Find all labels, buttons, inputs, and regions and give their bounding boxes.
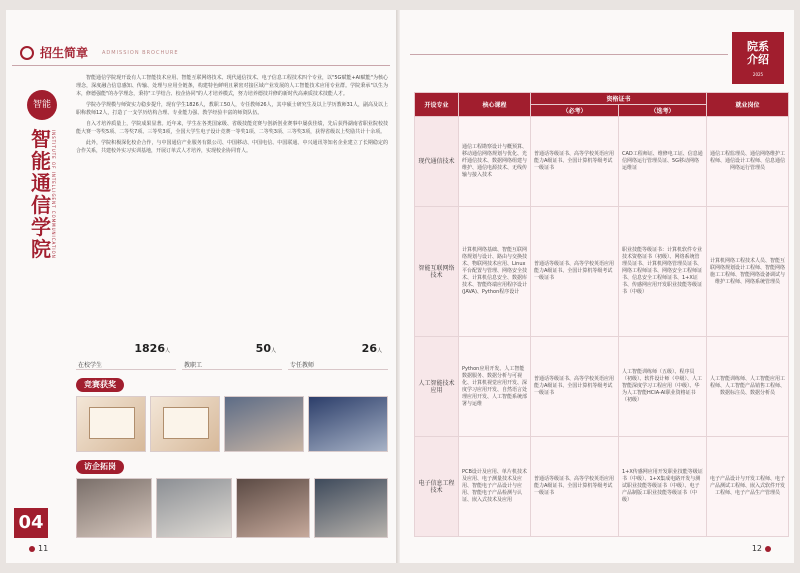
visit-photo <box>314 478 388 538</box>
dot-icon <box>765 546 771 552</box>
courses-cell: Python应用开发、人工智能数据服务、数据分析与可视化、计算机视觉应用开发、深度学习应用开发、自然语言处理应用开发、人工智能系统部署与运维 <box>459 337 531 437</box>
visits-photos <box>76 478 388 538</box>
badge-year: 2025 <box>752 72 764 77</box>
optional-cert-cell: 职业技能等级证书：计算机软件专业技术资格证书（初级）、网络系统管理员证书、计算机网络管理员证书、网络工程师证书、网络安全工程师证书、信息安全工程师证书、1+X证书、传感网应用开发职业技能等级证书（中级） <box>619 207 707 337</box>
institute-name-en: INSTITUTE OF INTELLIGENT COMMUNICATION <box>51 130 56 259</box>
optional-cert-cell: 人工智能训练师（五级）、程序员（初级）、软件设计师（中级）、人工智能深度学习工程应用（中级）、华为人工智能HCIA-AI职业资格证书（初级） <box>619 337 707 437</box>
jobs-cell: 人工智能训练师、人工智能应用工程师、人工智能产品销售工程师、数据标注员、数据分析员 <box>707 337 789 437</box>
optional-cert-cell: CAD工程师证、维修电工证、信息通信网络运行管理员证、5G移动网络运维证 <box>619 117 707 207</box>
stat-label: 教职工 <box>184 362 203 369</box>
col-header-courses: 核心课程 <box>459 93 531 117</box>
department-badge <box>732 32 784 84</box>
visit-photo <box>156 478 232 538</box>
intro-text <box>76 74 388 158</box>
optional-cert-cell: 1+X传感网应用开发职业技能等级证书（中级）、1+X集成电路开发与测试职业技能等级证书（中级）、电子产品制版工职业技能等级证书（中级） <box>619 437 707 537</box>
major-cell: 智能互联网络技术 <box>415 207 459 337</box>
required-cert-cell: 普通话等级证书、高等学校英语应用能力A级证书、全国计算机等级考试一级证书 <box>531 437 619 537</box>
right-page <box>400 10 794 563</box>
col-header-optional: （选考） <box>619 105 707 117</box>
jobs-cell: 计算机网络工程技术人员、智能互联网络规划设计工程师、智能网络施工工程师、智能网络设备调试与维护工程师、网络系统管理员 <box>707 207 789 337</box>
award-certificate-image <box>76 396 146 452</box>
table-row <box>415 437 789 537</box>
intro-paragraph: 智能通信学院现开设有人工智能技术应用、智能互联网络技术、现代通信技术、电子信息工程技术四个专业，以"5G赋能+AI赋能"为核心理念，深度融合信息感知、传输、处理与应用全链条，构建特色鲜明且紧密对接区域产业发展的人工智能技术应用专业群。学院秉承"以生为本，修德强能"的办学理念，秉持"工学结合、校企协同"的人才培养模式，努力培养德技并修的新时代高素质技术技能人才。 <box>76 75 388 97</box>
stat-unit: 人 <box>164 348 170 354</box>
section-subtitle: ADMISSION BROCHURE <box>102 50 179 56</box>
table-row <box>415 337 789 437</box>
awards-section-title: 竞赛获奖 <box>76 378 124 392</box>
col-header-required: （必考） <box>531 105 619 117</box>
visit-photo <box>236 478 310 538</box>
dot-icon <box>29 546 35 552</box>
table-row <box>415 207 789 337</box>
section-title: 招生简章 <box>40 46 89 60</box>
intro-paragraph: 学院办学规模与师资实力稳步提升，现有学生1826人，教职工50人，专任教师26人，其中硕士研究生及以上学历教师31人，副高及以上职称教师12人，打造了一支学历结构合理、专业能力强、教学经验丰富的师资队伍。 <box>76 102 388 116</box>
intro-paragraph: 自入才培养质量上，学院成果显著。近年来，学生在各类国家级、省级技能竞赛与创新创业赛事中屡获佳绩，先后获得湖南省职业院校技能大赛一等奖5项、二等奖7项、三等奖3项，全国大学生电子设计竞赛一等奖1项、二等奖3项、三等奖3项，获得省级以上奖励共计十余项。 <box>76 121 388 135</box>
majors-table <box>414 92 789 537</box>
col-header-certs: 资格证书 <box>531 93 707 105</box>
col-header-major: 开设专业 <box>415 93 459 117</box>
badge-line2: 介绍 <box>747 53 769 66</box>
required-cert-cell: 普通话等级证书、高等学校英语应用能力A级证书、全国计算机等级考试一级证书 <box>531 337 619 437</box>
award-photo <box>308 396 388 452</box>
required-cert-cell: 普通话等级证书、高等学校英语应用能力A级证书、全国计算机等级考试一级证书 <box>531 117 619 207</box>
awards-photos <box>76 396 388 452</box>
courses-cell: PCB设计及应用、单片机技术及应用、电子测量技术及应用、智能电子产品设计与应用、智能电子产品检测与认证、嵌入式技术及应用 <box>459 437 531 537</box>
major-cell: 现代通信技术 <box>415 117 459 207</box>
section-bullet-icon <box>20 46 34 60</box>
stats-row <box>76 340 388 370</box>
stat-label: 专任教师 <box>290 362 315 369</box>
stat-label: 在校学生 <box>78 362 103 369</box>
stat-unit: 人 <box>376 348 382 354</box>
header-rule <box>410 54 728 55</box>
award-photo <box>224 396 304 452</box>
courses-cell: 计算机网络基础、智能互联网络规划与设计、路由与交换技术、物联网技术应用、Linux平台配置与管理、网络安全技术、计算机信息安全、数据库技术、智能终端应用程序设计(JAVA)、Python程序设计 <box>459 207 531 337</box>
table-row <box>415 117 789 207</box>
jobs-cell: 通信工程监理员、通信网络维护工程师、通信设计工程师、信息通信网络运行管理员 <box>707 117 789 207</box>
col-header-jobs: 就业岗位 <box>707 93 789 117</box>
courses-cell: 通信工程勘察设计与概预算、移动通信网络规划与优化、光纤通信技术、数据网络组建与维护、通信电源技术、无线传输与接入技术 <box>459 117 531 207</box>
page-number-right: 12 <box>752 544 774 553</box>
stat-students <box>76 340 176 370</box>
jobs-cell: 电子产品设计与开发工程师、电子产品测试工程师、嵌入式软件开发工程师、电子产品生产管理员 <box>707 437 789 537</box>
visits-section-title: 访企拓岗 <box>76 460 124 474</box>
badge-line1: 院系 <box>747 40 769 53</box>
stat-value: 1826 <box>134 342 165 355</box>
stat-staff <box>182 340 282 370</box>
section-header <box>12 40 390 66</box>
award-certificate-image <box>150 396 220 452</box>
stat-value: 50 <box>255 342 271 355</box>
major-cell: 人工智能技术应用 <box>415 337 459 437</box>
stat-teachers <box>288 340 388 370</box>
institute-logo-icon: 智能 <box>27 90 57 120</box>
major-cell: 电子信息工程技术 <box>415 437 459 537</box>
page-number-left: 11 <box>26 544 48 553</box>
stat-value: 26 <box>361 342 377 355</box>
left-page <box>6 10 396 563</box>
chapter-number: 04 <box>14 508 48 538</box>
intro-paragraph: 此外，学院积极深化校企合作，与中国通信产业服务有限公司、中国移动、中国电信、中国联通、中兴通讯等知名企业建立了长期稳定的合作关系，共建校外实习实训基地，开展订单式人才培养，实现校企协同育人。 <box>76 140 388 154</box>
visit-photo <box>76 478 152 538</box>
stat-unit: 人 <box>270 348 276 354</box>
required-cert-cell: 普通话等级证书、高等学校英语应用能力A级证书、全国计算机等级考试一级证书 <box>531 207 619 337</box>
institute-name: 智能通信学院 <box>31 127 51 261</box>
